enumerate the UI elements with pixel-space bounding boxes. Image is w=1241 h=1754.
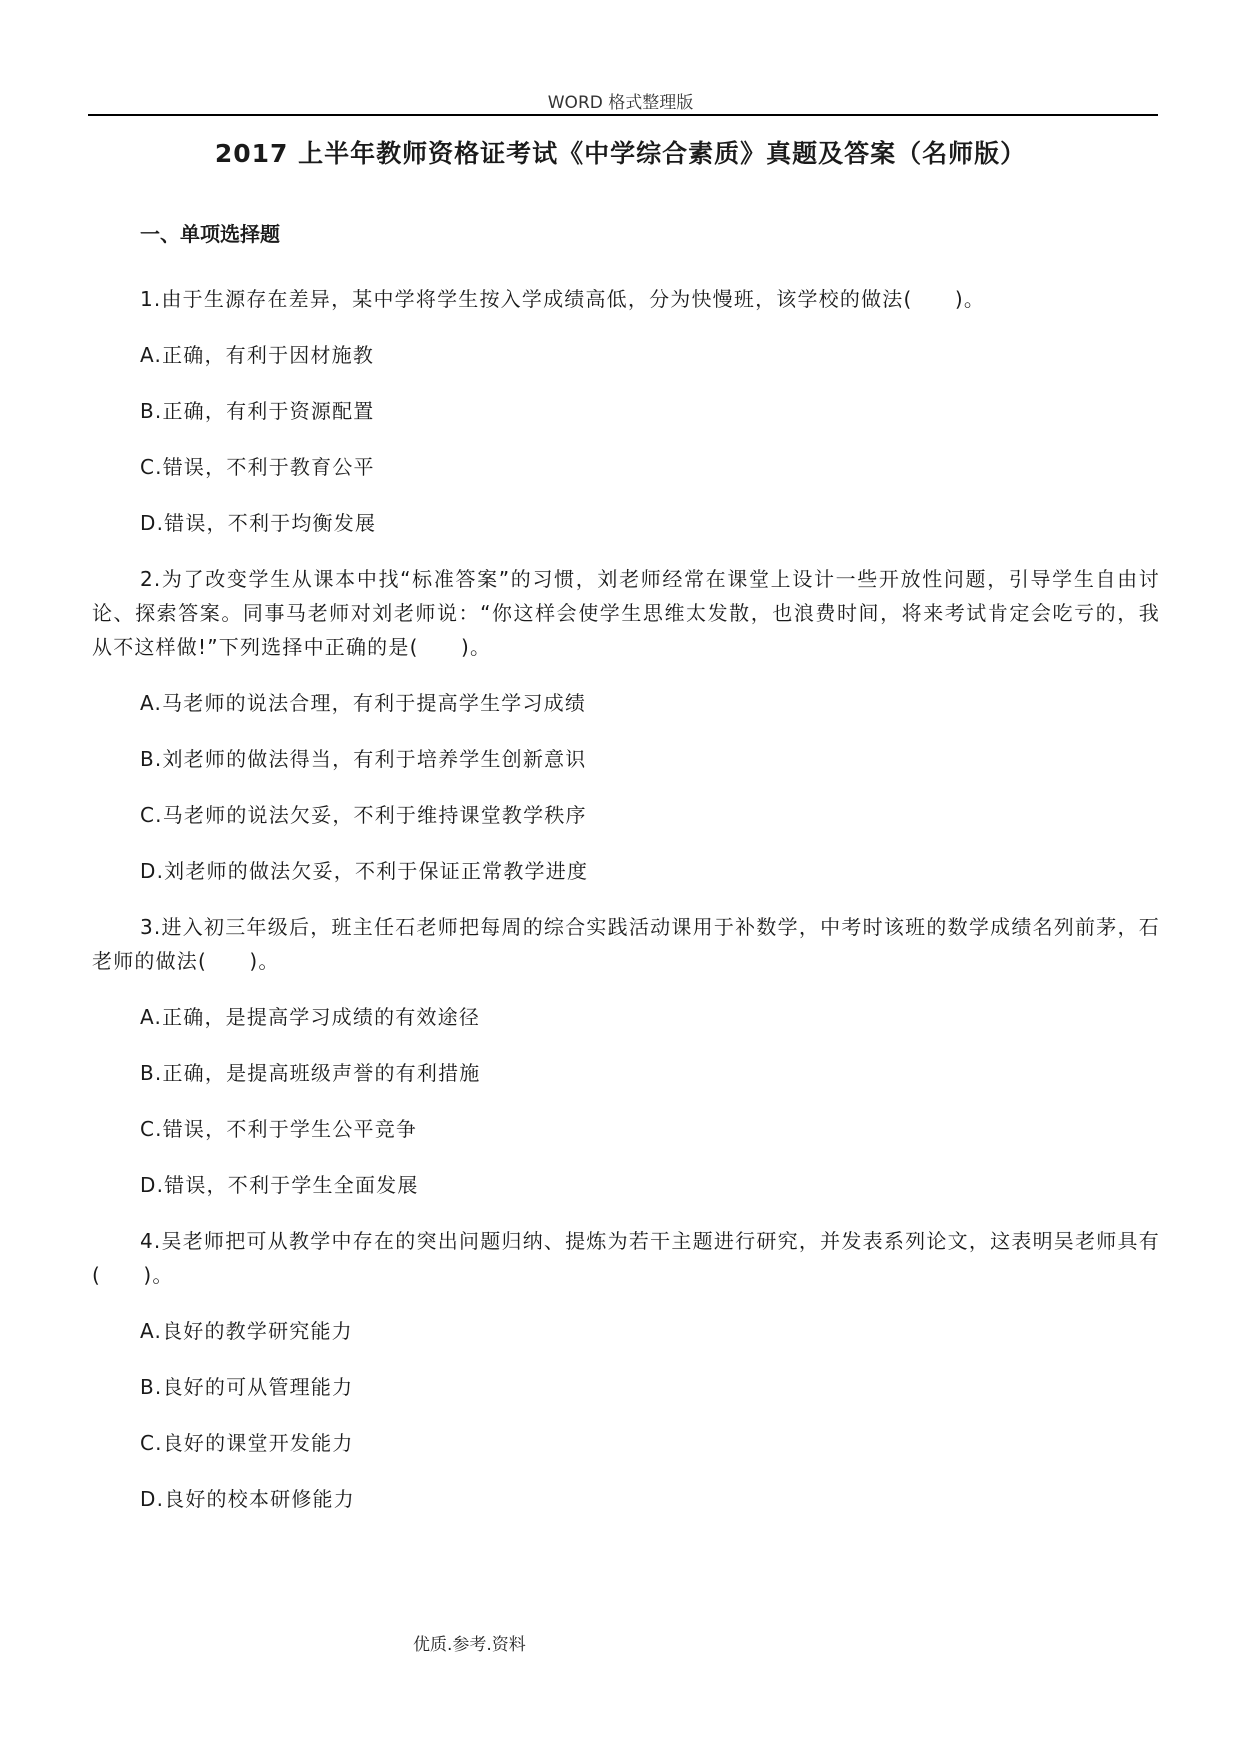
question-block bbox=[92, 562, 1160, 888]
question-list bbox=[92, 282, 1160, 1538]
option-a: A.马老师的说法合理，有利于提高学生学习成绩 bbox=[140, 691, 587, 715]
option-c: C.错误，不利于学生公平竞争 bbox=[140, 1117, 418, 1141]
option-b: B.刘老师的做法得当，有利于培养学生创新意识 bbox=[140, 747, 587, 771]
option-c: C.良好的课堂开发能力 bbox=[140, 1431, 354, 1455]
header-divider bbox=[88, 114, 1158, 116]
question-block bbox=[92, 910, 1160, 1202]
option-d: D.刘老师的做法欠妥，不利于保证正常教学进度 bbox=[140, 859, 589, 883]
question-stem: 3.进入初三年级后，班主任石老师把每周的综合实践活动课用于补数学，中考时该班的数学成绩名列前茅，石老师的做法( )。 bbox=[92, 915, 1160, 973]
question-stem: 4.吴老师把可从教学中存在的突出问题归纳、提炼为若干主题进行研究，并发表系列论文，这表明吴老师具有( )。 bbox=[92, 1229, 1160, 1287]
option-d: D.良好的校本研修能力 bbox=[140, 1487, 355, 1511]
option-d: D.错误，不利于学生全面发展 bbox=[140, 1173, 419, 1197]
option-a: A.正确，有利于因材施教 bbox=[140, 343, 375, 367]
option-b: B.良好的可从管理能力 bbox=[140, 1375, 354, 1399]
question-stem: 2.为了改变学生从课本中找“标准答案”的习惯，刘老师经常在课堂上设计一些开放性问题，引导学生自由讨论、探索答案。同事马老师对刘老师说：“你这样会使学生思维太发散，也浪费时间，将来考试肯定会吃亏的，我从不这样做!”下列选择中正确的是( )。 bbox=[92, 567, 1160, 659]
page-header: WORD 格式整理版 bbox=[547, 93, 694, 113]
option-d: D.错误，不利于均衡发展 bbox=[140, 511, 377, 535]
option-b: B.正确，有利于资源配置 bbox=[140, 399, 375, 423]
option-c: C.马老师的说法欠妥，不利于维持课堂教学秩序 bbox=[140, 803, 587, 827]
page-footer: 优质.参考.资料 bbox=[413, 1635, 526, 1655]
section-heading: 一、单项选择题 bbox=[140, 222, 280, 246]
question-block bbox=[92, 1224, 1160, 1516]
option-c: C.错误，不利于教育公平 bbox=[140, 455, 375, 479]
option-a: A.良好的教学研究能力 bbox=[140, 1319, 353, 1343]
question-block bbox=[92, 282, 1160, 540]
question-stem: 1.由于生源存在差异，某中学将学生按入学成绩高低，分为快慢班，该学校的做法( )。 bbox=[140, 287, 986, 311]
option-b: B.正确，是提高班级声誉的有利措施 bbox=[140, 1061, 481, 1085]
option-a: A.正确，是提高学习成绩的有效途径 bbox=[140, 1005, 481, 1029]
document-title: 2017 上半年教师资格证考试《中学综合素质》真题及答案（名师版） bbox=[214, 139, 1027, 168]
